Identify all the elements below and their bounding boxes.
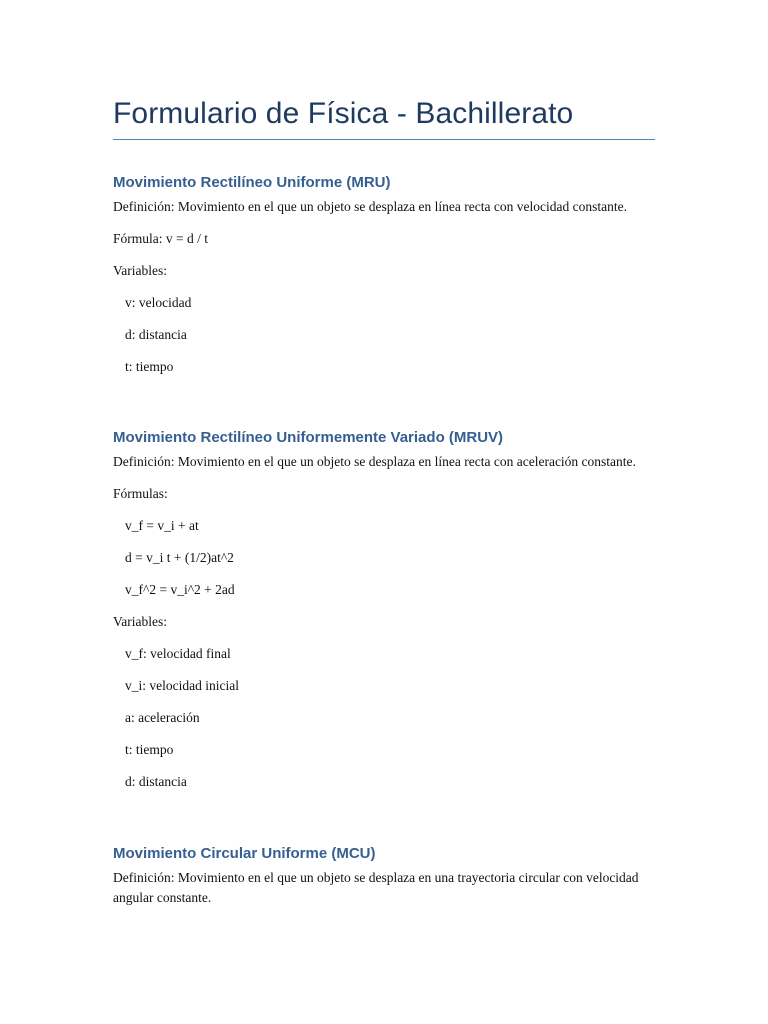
title-divider — [113, 139, 655, 140]
formulas-label: Fórmulas: — [113, 486, 168, 501]
variable-item: a: aceleración — [125, 710, 200, 725]
definition-text: Definición: Movimiento en el que un objeto se desplaza en una trayectoria circular con velocidad angular constante. — [113, 870, 639, 905]
variable-item: v_i: velocidad inicial — [125, 678, 239, 693]
variable-item: v_f: velocidad final — [125, 646, 231, 661]
formula-item: v_f^2 = v_i^2 + 2ad — [125, 582, 235, 597]
variable-item: d: distancia — [125, 774, 187, 789]
variable-item: t: tiempo — [125, 742, 174, 757]
section-heading: Movimiento Circular Uniforme (MCU) — [113, 845, 376, 862]
variable-item: d: distancia — [125, 327, 187, 342]
formula-text: Fórmula: v = d / t — [113, 231, 208, 246]
variables-label: Variables: — [113, 263, 167, 278]
section-mruv — [113, 428, 655, 804]
section-mru — [113, 173, 655, 389]
variable-item: v: velocidad — [125, 295, 192, 310]
formula-item: d = v_i t + (1/2)at^2 — [125, 550, 234, 565]
definition-text: Definición: Movimiento en el que un objeto se desplaza en línea recta con velocidad constante. — [113, 199, 627, 214]
section-mcu — [113, 844, 655, 920]
definition-text: Definición: Movimiento en el que un objeto se desplaza en línea recta con aceleración constante. — [113, 454, 636, 469]
formula-item: v_f = v_i + at — [125, 518, 199, 533]
section-heading: Movimiento Rectilíneo Uniforme (MRU) — [113, 174, 391, 191]
variable-item: t: tiempo — [125, 359, 174, 374]
variables-label: Variables: — [113, 614, 167, 629]
document-title: Formulario de Física - Bachillerato — [113, 97, 574, 130]
section-heading: Movimiento Rectilíneo Uniformemente Variado (MRUV) — [113, 429, 504, 446]
